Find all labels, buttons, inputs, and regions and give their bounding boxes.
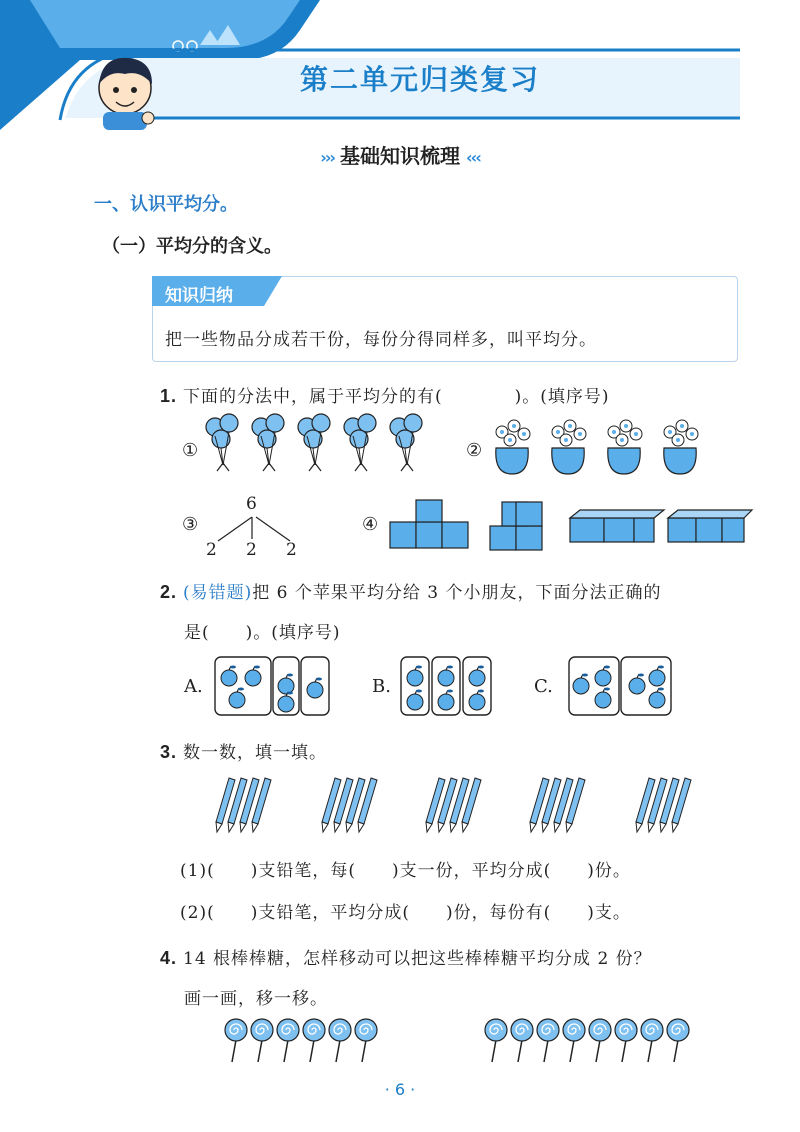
apples-option-c (568, 656, 672, 716)
option-b-label: B. (372, 676, 391, 697)
option-label-3: ③ (182, 514, 199, 535)
option-label-2: ② (466, 440, 483, 461)
pencil-groups-icon (215, 778, 715, 838)
lollipop-icon (251, 1019, 273, 1062)
cube-stacks-icon (386, 496, 746, 556)
section-heading: 一、认识平均分。 (94, 194, 238, 215)
balloon-groups-icon (205, 415, 445, 485)
question-text: 把 6 个苹果平均分给 3 个小朋友，下面分法正确的 (252, 583, 662, 603)
question-text: 数一数，填一填。 (183, 743, 328, 763)
tree-leaf-1: 2 (206, 540, 217, 560)
question-text: 14 根棒棒糖，怎样移动可以把这些棒棒糖平均分成 2 份？ (183, 949, 652, 969)
lollipops-left-group (224, 1018, 394, 1064)
lollipop-icon (563, 1019, 585, 1062)
page-title: 第二单元归类复习 (299, 63, 540, 96)
option-a-label: A. (184, 676, 203, 697)
arrows-right: ‹‹‹ (466, 148, 480, 167)
lollipop-icon (511, 1019, 533, 1062)
lollipop-icon (329, 1019, 351, 1062)
question-number: 1. (160, 386, 178, 406)
question-4-line2: 画一画，移一移。 (184, 989, 328, 1009)
section-subtitle (0, 140, 800, 169)
question-number: 4. (160, 948, 178, 968)
lollipop-icon (667, 1019, 689, 1062)
lollipop-icon (485, 1019, 507, 1062)
question-tag: (易错题) (183, 583, 253, 603)
lollipop-icon (537, 1019, 559, 1062)
lollipop-icon (225, 1019, 247, 1062)
tree-top-number: 6 (246, 494, 257, 514)
option-label-4: ④ (362, 514, 379, 535)
question-2 (160, 578, 662, 603)
question-number: 3. (160, 742, 178, 762)
question-2-line2: 是( )。(填序号) (184, 623, 341, 643)
knowledge-tag: 知识归纳 (165, 286, 233, 306)
option-label-1: ① (182, 440, 199, 461)
option-c-label: C. (534, 676, 553, 697)
tree-leaf-3: 2 (286, 540, 297, 560)
lollipops-right-group (484, 1018, 704, 1064)
lollipop-icon (277, 1019, 299, 1062)
question-4 (160, 944, 652, 969)
subsection-heading: （一）平均分的含义。 (102, 236, 282, 257)
lollipop-icon (641, 1019, 663, 1062)
tree-leaf-2: 2 (246, 540, 257, 560)
flower-pots-icon (492, 418, 722, 480)
question-1 (160, 382, 610, 407)
apples-option-b (400, 656, 492, 716)
lollipop-icon (303, 1019, 325, 1062)
knowledge-box (152, 276, 738, 362)
boy-mascot-icon (99, 58, 154, 130)
apples-option-a (214, 656, 330, 716)
question-3 (160, 738, 327, 763)
question-number: 2. (160, 582, 178, 602)
subtitle-text: 基础知识梳理 (340, 144, 460, 168)
page-number: · 6 · (384, 1080, 416, 1099)
knowledge-text: 把一些物品分成若干份，每份分得同样多，叫平均分。 (165, 330, 597, 350)
lollipop-icon (355, 1019, 377, 1062)
question-3-line2: (2)( )支铅笔，平均分成( )份，每份有( )支。 (180, 903, 631, 923)
arrows-left: ››› (320, 148, 334, 167)
lollipop-icon (615, 1019, 637, 1062)
lollipop-icon (589, 1019, 611, 1062)
question-3-line1: (1)( )支铅笔，每( )支一份，平均分成( )份。 (180, 861, 631, 881)
question-text: 下面的分法中，属于平均分的有( )。(填序号) (183, 387, 610, 407)
